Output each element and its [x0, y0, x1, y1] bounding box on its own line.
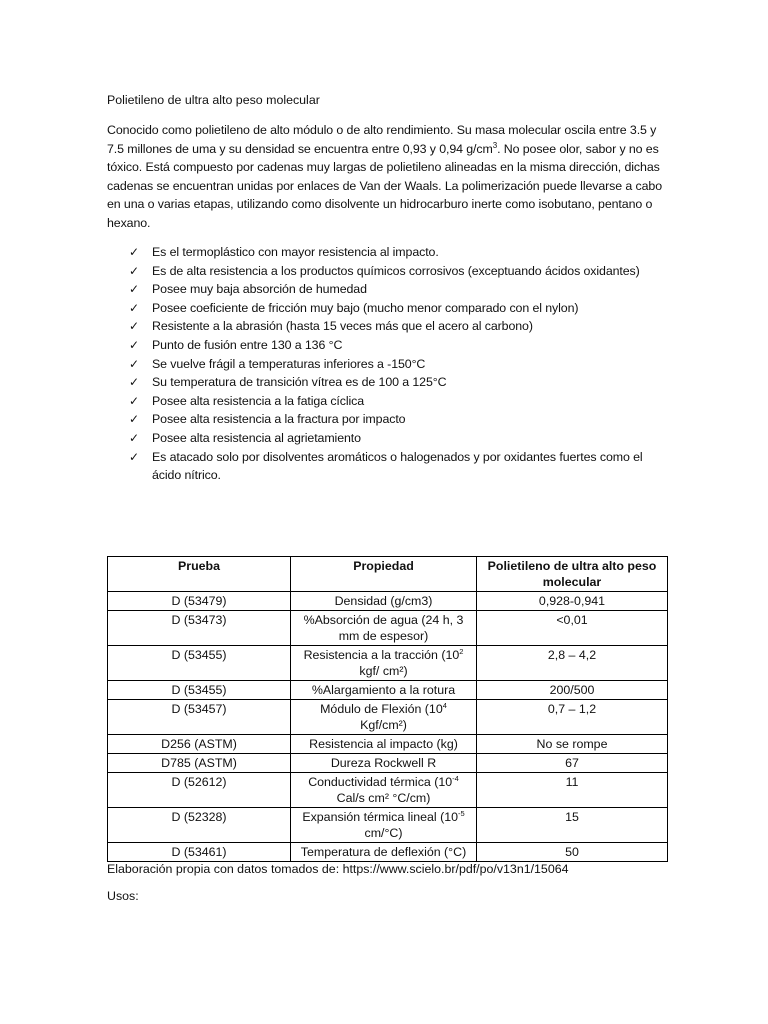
list-item-text: Posee alta resistencia a la fatiga cíclica: [152, 393, 365, 408]
list-item-text: Posee coeficiente de fricción muy bajo (mucho menor comparado con el nylon): [152, 300, 579, 315]
checkmark-icon: ✓: [129, 356, 139, 371]
cell-test: D785 (ASTM): [108, 754, 291, 773]
checkmark-icon: ✓: [129, 412, 139, 427]
list-item: [107, 336, 667, 355]
properties-table: [107, 556, 668, 862]
list-item: [107, 355, 667, 374]
table-row: [108, 611, 668, 646]
cell-value: 0,7 – 1,2: [477, 700, 668, 735]
list-item: [107, 448, 667, 485]
checkmark-icon: ✓: [129, 263, 139, 278]
checkmark-icon: ✓: [129, 245, 139, 259]
property-text: Módulo de Flexión (10: [320, 702, 443, 716]
list-item-text: Posee alta resistencia al agrietamiento: [152, 430, 361, 445]
table-row: [108, 773, 668, 808]
property-text: Conductividad térmica (10: [308, 775, 453, 789]
list-item-text: Punto de fusión entre 130 a 136 °C: [152, 337, 343, 352]
cell-property: [291, 735, 477, 754]
list-item-text: Es el termoplástico con mayor resistencia al impacto.: [152, 245, 439, 259]
property-text: Temperatura de deflexión (°C): [300, 845, 467, 859]
cell-test: D (53479): [108, 592, 291, 611]
property-text: %Absorción de agua (24 h, 3 mm de espesor): [303, 613, 464, 643]
property-superscript: -5: [457, 808, 465, 818]
checkmark-icon: ✓: [129, 375, 139, 390]
list-item: [107, 280, 667, 299]
header-material: Polietileno de ultra alto peso molecular: [477, 557, 668, 592]
cell-value: 0,928-0,941: [477, 592, 668, 611]
list-item: [107, 373, 667, 392]
cell-value: <0,01: [477, 611, 668, 646]
cell-property: [291, 808, 477, 843]
property-text: Resistencia al impacto (kg): [309, 737, 458, 751]
intro-text-1: Conocido como polietileno de alto módulo o de alto rendimiento. Su masa molecular oscila entre 3.5 y 7.5 millones de uma y su densidad se encuentra entre 0,93 y 0,94 g/cm: [107, 123, 657, 156]
cell-value: 50: [477, 843, 668, 862]
cell-test: D (53457): [108, 700, 291, 735]
intro-text-2: . No posee olor, sabor y no es tóxico. Está compuesto por cadenas muy largas de polietileno alineadas en la misma dirección, dichas cadenas se encuentran unidas por enlaces de Van der Waals. La polimerización puede llevarse a cabo en una o varias etapas, utilizando como disolvente un hidrocarburo inerte como isobutano, pentano o hexano.: [107, 141, 663, 230]
list-item: [107, 299, 667, 318]
table-row: [108, 681, 668, 700]
list-item-text: Se vuelve frágil a temperaturas inferiores a -150°C: [152, 356, 426, 371]
table-row: [108, 700, 668, 735]
checkmark-icon: ✓: [129, 430, 139, 445]
list-item: [107, 429, 667, 448]
cell-test: D (53455): [108, 646, 291, 681]
property-superscript: 2: [459, 646, 464, 656]
list-item: [107, 243, 667, 262]
cell-test: D256 (ASTM): [108, 735, 291, 754]
checkmark-icon: ✓: [129, 449, 139, 464]
list-item: [107, 410, 667, 429]
table-row: [108, 808, 668, 843]
intro-paragraph: [107, 121, 667, 233]
list-item-text: Es de alta resistencia a los productos químicos corrosivos (exceptuando ácidos oxidantes): [152, 263, 640, 278]
cell-value: No se rompe: [477, 735, 668, 754]
list-item: [107, 262, 667, 281]
list-item: [107, 392, 667, 411]
cell-value: 2,8 – 4,2: [477, 646, 668, 681]
cell-property: [291, 700, 477, 735]
cell-property: [291, 843, 477, 862]
property-text-after: Kgf/cm²): [360, 718, 407, 732]
list-item-text: Posee alta resistencia a la fractura por impacto: [152, 412, 406, 427]
table-row: [108, 592, 668, 611]
cell-property: [291, 646, 477, 681]
cell-property: [291, 773, 477, 808]
header-propiedad: Propiedad: [291, 557, 477, 592]
checkmark-icon: ✓: [129, 319, 139, 334]
checkmark-icon: ✓: [129, 300, 139, 315]
cell-property: [291, 611, 477, 646]
property-superscript: 4: [442, 700, 447, 710]
header-prueba: Prueba: [108, 557, 291, 592]
source-note: Elaboración propia con datos tomados de: https://www.scielo.br/pdf/po/v13n1/15064: [107, 862, 569, 876]
checkmark-icon: ✓: [129, 282, 139, 297]
cell-property: [291, 592, 477, 611]
usos-heading: Usos:: [107, 889, 139, 903]
property-text-after: Cal/s cm² °C/cm): [336, 791, 431, 805]
cell-test: D (52328): [108, 808, 291, 843]
cell-property: [291, 681, 477, 700]
intro-superscript: 3: [492, 140, 498, 150]
cell-test: D (53455): [108, 681, 291, 700]
table-row: [108, 754, 668, 773]
property-text: Expansión térmica lineal (10: [302, 810, 458, 824]
cell-test: D (52612): [108, 773, 291, 808]
table-row: [108, 646, 668, 681]
list-item-text: Resistente a la abrasión (hasta 15 veces más que el acero al carbono): [152, 319, 533, 334]
list-item: [107, 317, 667, 336]
cell-value: 11: [477, 773, 668, 808]
properties-checklist: [107, 243, 667, 485]
list-item-text: Posee muy baja absorción de humedad: [152, 282, 367, 297]
property-text: %Alargamiento a la rotura: [311, 683, 456, 697]
cell-test: D (53473): [108, 611, 291, 646]
list-item-text: Es atacado solo por disolventes aromáticos o halogenados y por oxidantes fuertes como el ácido nítrico.: [152, 449, 643, 483]
table-row: [108, 735, 668, 754]
checkmark-icon: ✓: [129, 393, 139, 408]
property-text-after: cm/°C): [364, 826, 403, 840]
cell-value: 67: [477, 754, 668, 773]
cell-value: 15: [477, 808, 668, 843]
property-text: Densidad (g/cm3): [334, 594, 433, 608]
list-item-text: Su temperatura de transición vítrea es de 100 a 125°C: [152, 375, 447, 390]
property-text: Dureza Rockwell R: [330, 756, 437, 770]
cell-value: 200/500: [477, 681, 668, 700]
table-row: [108, 843, 668, 862]
document-title: Polietileno de ultra alto peso molecular: [107, 93, 320, 107]
table-header-row: [108, 557, 668, 592]
property-text-after: kgf/ cm²): [359, 664, 408, 678]
checkmark-icon: ✓: [129, 337, 139, 352]
cell-test: D (53461): [108, 843, 291, 862]
property-text: Resistencia a la tracción (10: [303, 648, 460, 662]
property-superscript: -4: [452, 773, 459, 783]
cell-property: [291, 754, 477, 773]
